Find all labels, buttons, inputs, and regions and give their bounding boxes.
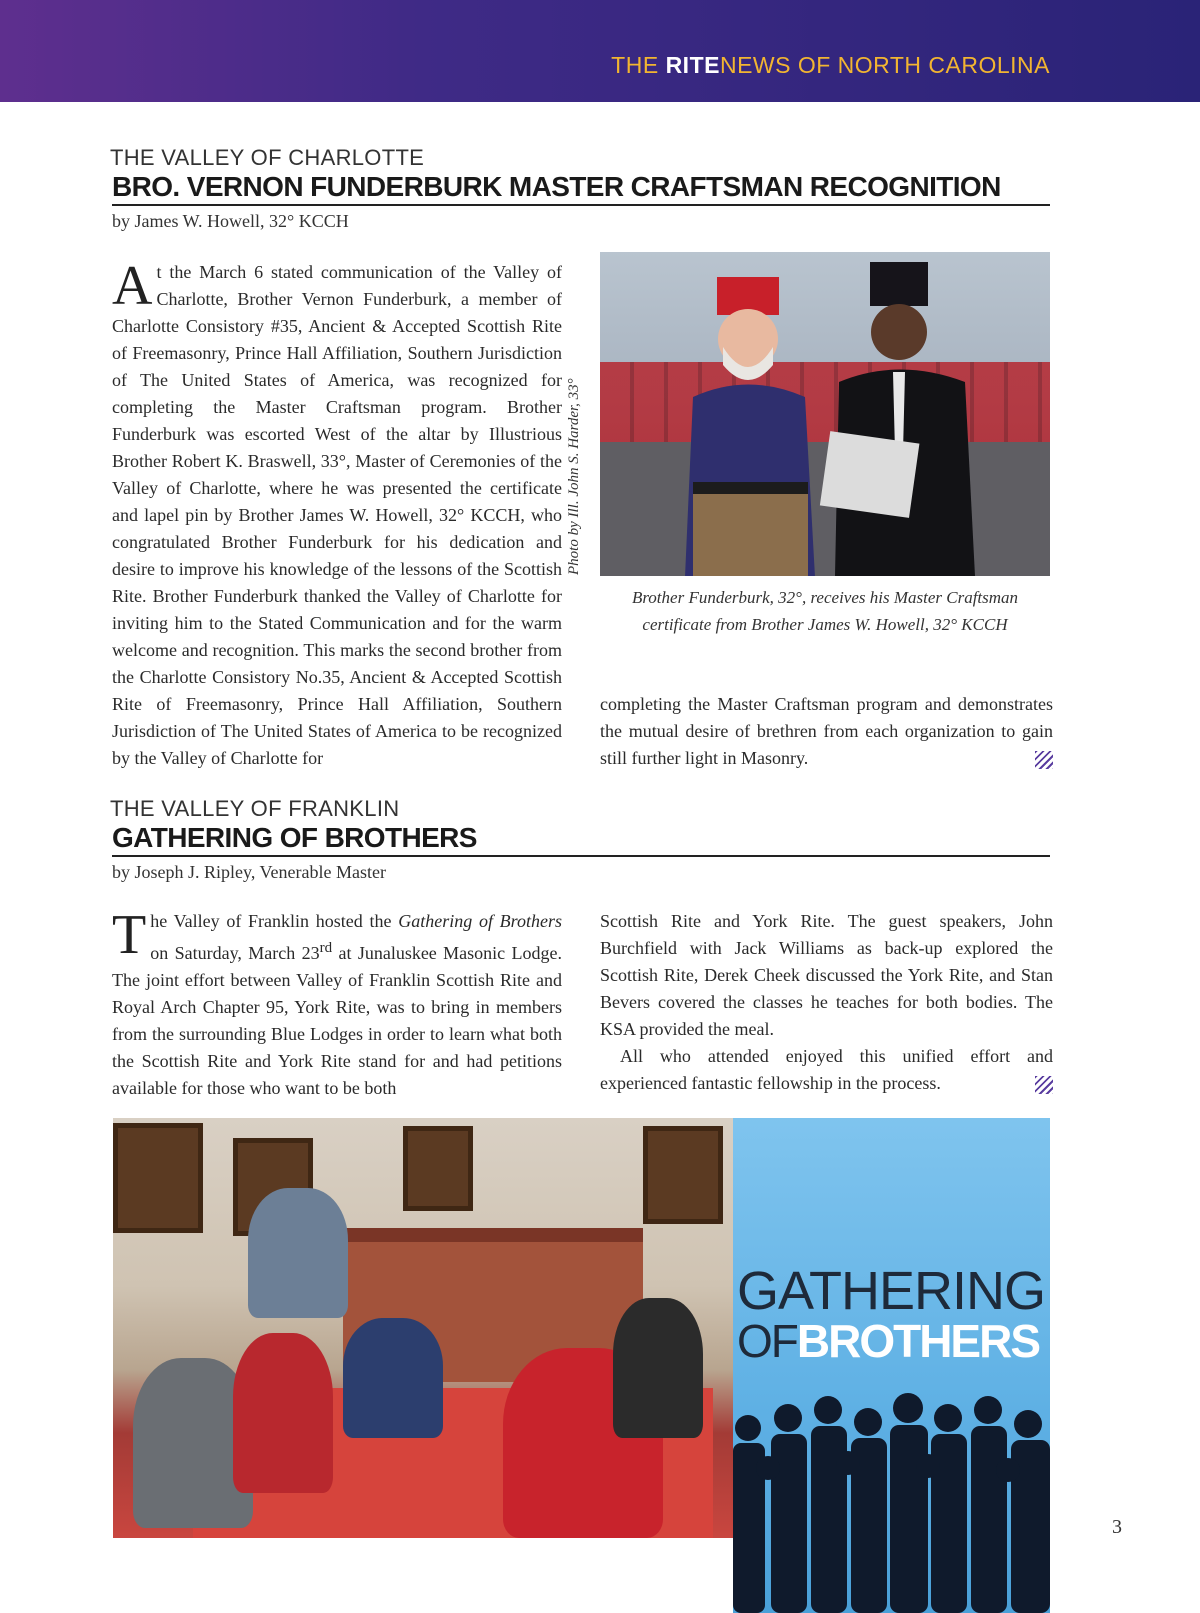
photo-person-howell [815, 262, 985, 576]
poster-brothers: BROTHERS [796, 1315, 1040, 1367]
caption-line-2: certificate from Brother James W. Howell, 32° KCCH [642, 615, 1008, 634]
diner-figure [343, 1318, 443, 1438]
wall-portrait [643, 1126, 723, 1224]
article2-col1-c: at Junaluskee Masonic Lodge. The joint effort between Valley of Franklin Scottish Rite and Royal Arch Chapter 95, York Rite, was to bring in members from the surrounding Blue Lodges in order to learn what both the Scottish Rite and York Rite stand for and had petitions available for those who want to be both [112, 943, 562, 1098]
article1-column-2 [600, 691, 1053, 772]
end-of-article-icon [1035, 751, 1053, 769]
wall-portrait [113, 1123, 203, 1233]
article1-column-1 [112, 255, 562, 772]
article1-kicker: THE VALLEY OF CHARLOTTE [110, 145, 425, 170]
end-of-article-icon [1035, 1076, 1053, 1094]
article2-col1-b: on Saturday, March 23 [150, 943, 320, 963]
masthead-rite: RITE [665, 52, 720, 78]
article2-photo-dinner [113, 1118, 733, 1538]
article2-dropcap: T [112, 904, 147, 966]
poster-title-line-1: GATHERING [737, 1261, 1046, 1321]
diner-figure [233, 1333, 333, 1493]
article2-col1-a: he Valley of Franklin hosted the [150, 911, 399, 931]
article2-col2-p2-text: All who attended enjoyed this unified effort and experienced fantastic fellowship in the process. [600, 1046, 1053, 1093]
article2-col2-paragraph-2 [600, 1043, 1053, 1097]
gathering-of-brothers-poster [733, 1118, 1050, 1613]
article1-headline: BRO. VERNON FUNDERBURK MASTER CRAFTSMAN RECOGNITION [112, 171, 1050, 206]
diner-figure [613, 1298, 703, 1438]
article1-col2-text: completing the Master Craftsman program and demonstrates the mutual desire of brethren from each organization to gain still further light in Masonry. [600, 694, 1053, 768]
article1-col1-text: t the March 6 stated communication of the Valley of Charlotte, Brother Vernon Funderburk, a member of Charlotte Consistory #35, Ancient & Accepted Scottish Rite of Freemasonry, Prince Hall Affiliation, Southern Jurisdiction of The United States of America, was recognized for completing the Master Craftsman program. Brother Funderburk was escorted West of the altar by Illustrious Brother Robert K. Braswell, 33°, Master of Ceremonies of the Valley of Charlotte, where he was presented the certificate and lapel pin by Brother James W. Howell, 32° KCCH, who congratulated Brother Funderburk for his dedication and desire to improve his knowledge of the lessons of the Scottish Rite. Brother Funderburk thanked the Valley of Charlotte for inviting him to the Stated Communication and for the warm welcome and recognition. This marks the second brother from the Charlotte Consistory No.35, Ancient & Accepted Scottish Rite of Freemasonry, Prince Hall Affiliation, Southern Jurisdiction of The United States of America to be recognized by the Valley of Charlotte for [112, 262, 562, 768]
poster-title-line-2 [737, 1316, 1046, 1366]
date-suffix: rd [319, 940, 333, 956]
photo-person-funderburk [675, 277, 825, 576]
article2-column-1 [112, 904, 563, 1102]
article2-col2-paragraph-1: Scottish Rite and York Rite. The guest speakers, John Burchfield with Jack Williams as back-up explored the Scottish Rite, Derek Cheek discussed the York Rite, and Stan Bevers covered the classes he teaches for both bodies. The KSA provided the meal. [600, 911, 1053, 1039]
wall-portrait [403, 1126, 473, 1211]
article1-dropcap: A [112, 255, 153, 317]
caption-line-1: Brother Funderburk, 32°, receives his Master Craftsman [631, 588, 1019, 607]
article1-photo-credit: Photo by Ill. John S. Harder, 33° [566, 378, 582, 575]
event-name: Gathering of Brothers [398, 911, 563, 931]
poster-of: OF [737, 1315, 797, 1367]
article2-byline: by Joseph J. Ripley, Venerable Master [112, 862, 386, 882]
article1-photo-caption [600, 584, 1050, 638]
speaker-figure [248, 1188, 348, 1318]
masthead-prefix: THE [611, 52, 666, 78]
article2-kicker: THE VALLEY OF FRANKLIN [110, 796, 400, 821]
masthead-suffix: NEWS OF NORTH CAROLINA [719, 52, 1050, 78]
crowd-silhouettes [733, 1388, 1050, 1613]
publication-masthead [611, 52, 1050, 79]
article1-photo [600, 252, 1050, 576]
article2-column-2 [600, 908, 1053, 1097]
article1-byline: by James W. Howell, 32° KCCH [112, 211, 349, 231]
page-number: 3 [1112, 1516, 1122, 1538]
page-header-band [0, 0, 1200, 102]
article2-headline: GATHERING OF BROTHERS [112, 822, 1050, 857]
